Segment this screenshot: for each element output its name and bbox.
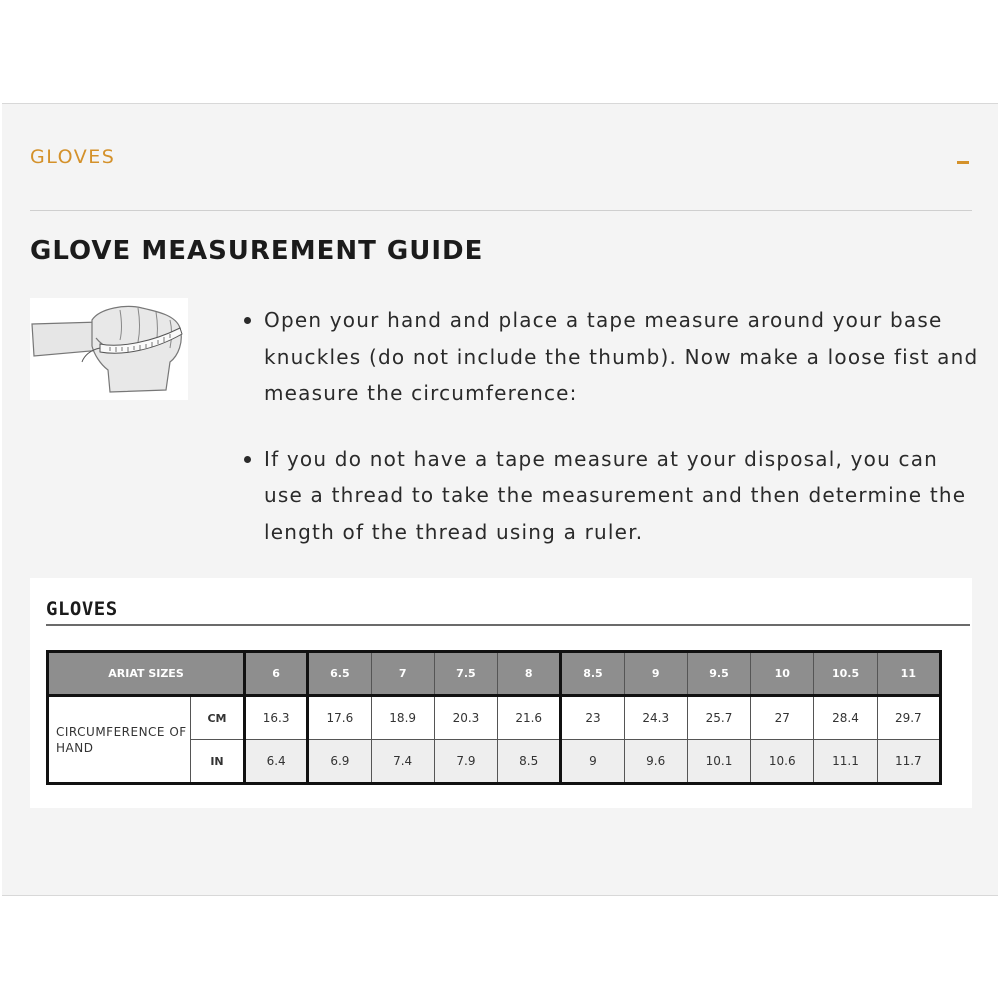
size-header-cell: 7.5: [434, 652, 497, 696]
instructions-list: [242, 302, 982, 579]
table-cell: 10.6: [751, 740, 814, 784]
table-cell: 6.9: [308, 740, 371, 784]
unit-in: IN: [191, 740, 245, 784]
collapse-icon[interactable]: [954, 142, 972, 166]
ariat-sizes-header: ARIAT SIZES: [48, 652, 245, 696]
hand-measure-illustration: [30, 298, 188, 400]
guide-title: GLOVE MEASUREMENT GUIDE: [30, 236, 484, 266]
size-chart-card: [30, 578, 972, 808]
table-cell: 29.7: [877, 696, 940, 740]
size-header-cell: 8.5: [561, 652, 624, 696]
bullet-dot: [244, 456, 251, 463]
table-cell: 10.1: [687, 740, 750, 784]
table-cell: 6.4: [245, 740, 308, 784]
table-row-cm: [48, 696, 941, 740]
size-header-row: [48, 652, 941, 696]
gloves-accordion-panel: [2, 103, 998, 896]
table-cell: 7.9: [434, 740, 497, 784]
size-header-cell: 6.5: [308, 652, 371, 696]
size-header-cell: 6: [245, 652, 308, 696]
instruction-text: Open your hand and place a tape measure around your base knuckles (do not include the thumb). Now make a loose fist and measure the circumference:: [264, 308, 979, 405]
table-cell: 16.3: [245, 696, 308, 740]
table-cell: 7.4: [371, 740, 434, 784]
size-header-cell: 11: [877, 652, 940, 696]
table-cell: 23: [561, 696, 624, 740]
size-header-cell: 8: [498, 652, 561, 696]
table-cell: 28.4: [814, 696, 877, 740]
size-chart-rule: [46, 624, 970, 626]
table-cell: 21.6: [498, 696, 561, 740]
size-header-cell: 10.5: [814, 652, 877, 696]
bullet-dot: [244, 317, 251, 324]
table-cell: 9: [561, 740, 624, 784]
instruction-item: [242, 441, 982, 551]
table-cell: 24.3: [624, 696, 687, 740]
circumference-label: CIRCUMFERENCE OF HAND: [48, 696, 191, 784]
table-cell: 27: [751, 696, 814, 740]
instruction-text: If you do not have a tape measure at your disposal, you can use a thread to take the measurement and then determine the length of the thread using a ruler.: [264, 446, 967, 544]
size-header-cell: 9: [624, 652, 687, 696]
size-table: [46, 650, 942, 785]
size-header-cell: 7: [371, 652, 434, 696]
accordion-title[interactable]: GLOVES: [30, 146, 116, 168]
table-cell: 25.7: [687, 696, 750, 740]
size-chart-title: GLOVES: [46, 598, 118, 620]
unit-cm: CM: [191, 696, 245, 740]
table-cell: 17.6: [308, 696, 371, 740]
divider: [30, 210, 972, 211]
table-cell: 20.3: [434, 696, 497, 740]
table-cell: 9.6: [624, 740, 687, 784]
size-header-cell: 9.5: [687, 652, 750, 696]
table-cell: 11.7: [877, 740, 940, 784]
table-cell: 18.9: [371, 696, 434, 740]
instruction-item: [242, 302, 982, 412]
table-cell: 8.5: [498, 740, 561, 784]
table-cell: 11.1: [814, 740, 877, 784]
size-header-cell: 10: [751, 652, 814, 696]
